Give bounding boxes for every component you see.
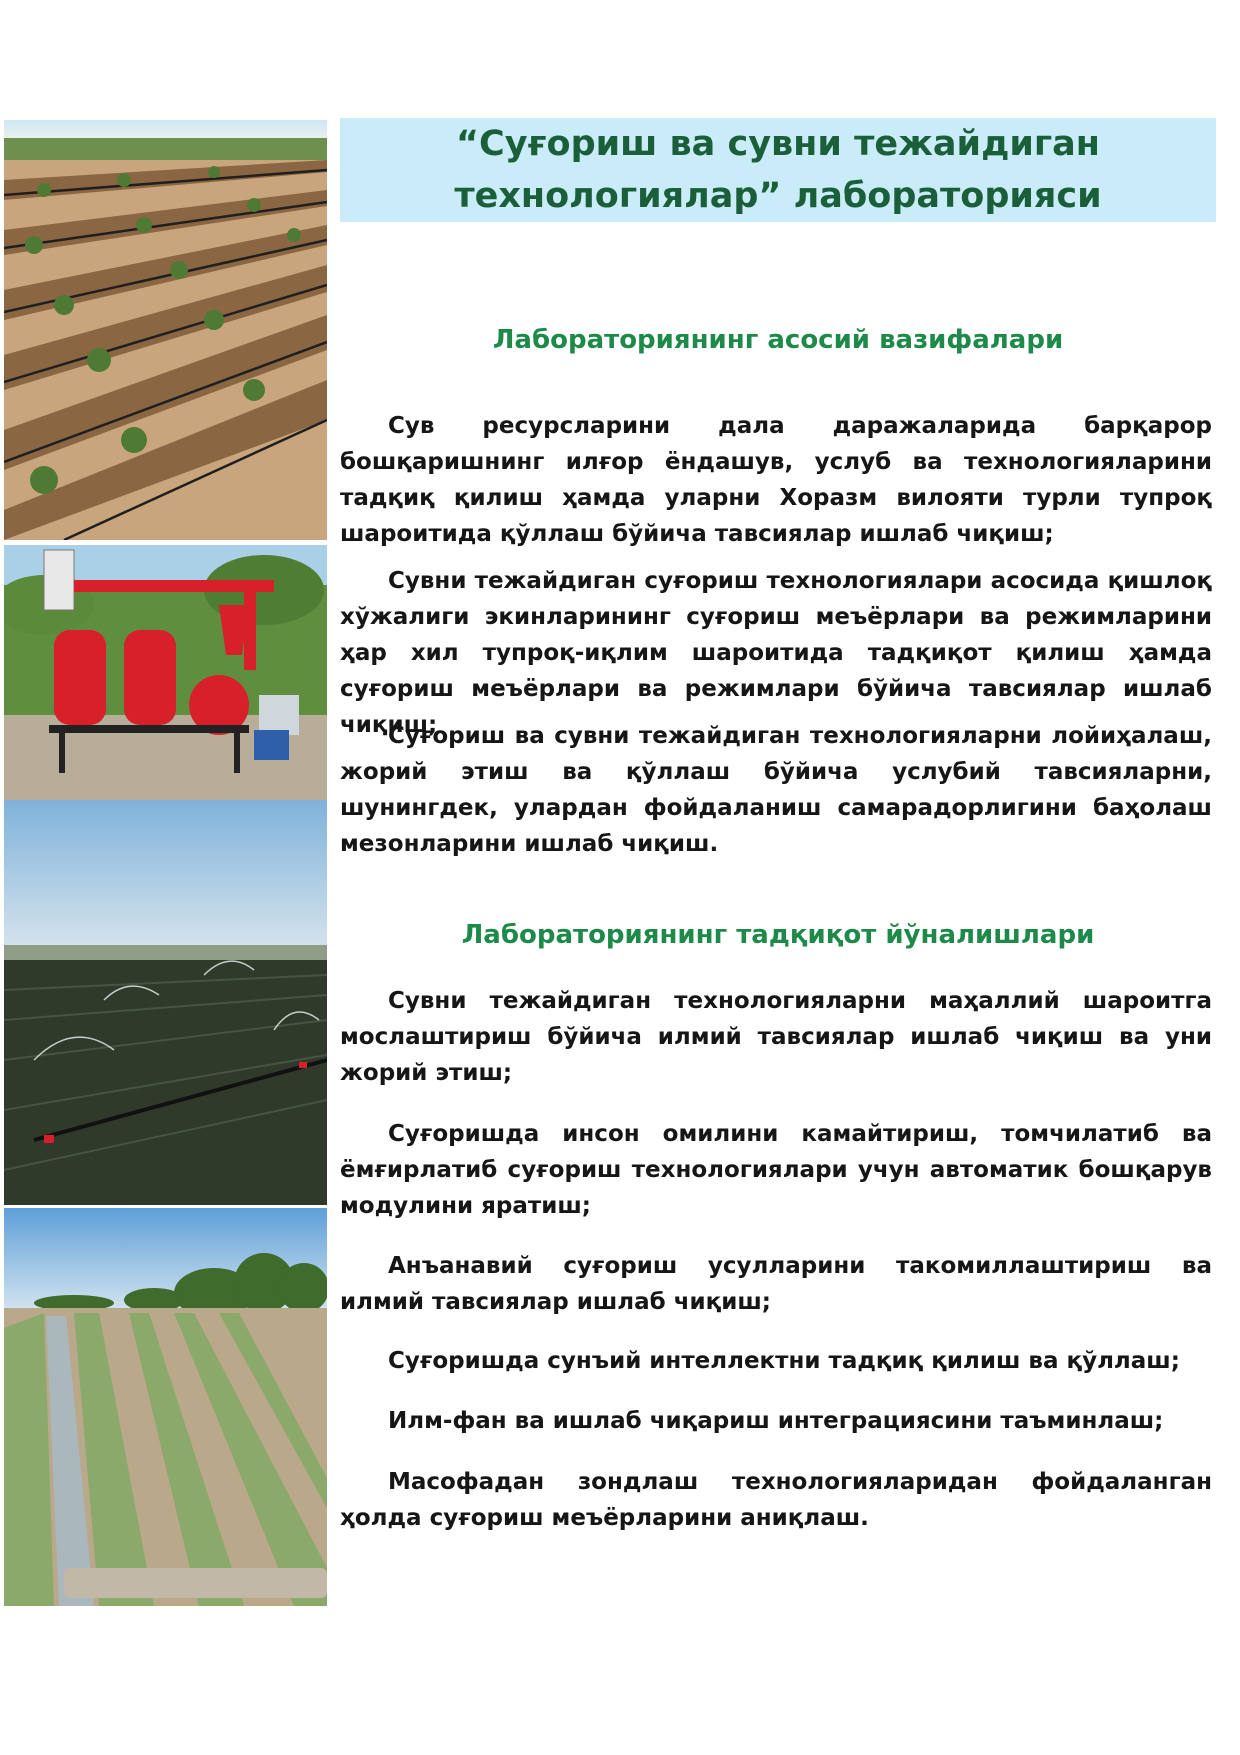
- filter-station-photo: [4, 545, 327, 800]
- research-paragraph-6: Масофадан зондлаш технологияларидан фойдаланган ҳолда суғориш меъёрларини аниқлаш.: [340, 1469, 1212, 1531]
- research-paragraph-2: Суғоришда инсон омилини камайтириш, томчилатиб ва ёмғирлатиб суғориш технологиялари учун автоматик бошқарув модулини яратиш;: [340, 1121, 1212, 1219]
- drip-irrigation-field-photo: [4, 120, 327, 540]
- research-paragraph-1: Сувни тежайдиган технологияларни маҳаллий шароитга мослаштириш бўйича илмий тавсиялар ишлаб чиқиш ва уни жорий этиш;: [340, 988, 1212, 1086]
- research-paragraph-3: Анъанавий суғориш усулларини такомиллаштириш ва илмий тавсиялар ишлаб чиқиш;: [340, 1253, 1212, 1315]
- task-paragraph-2: Сувни тежайдиган суғориш технологиялари асосида қишлоқ хўжалиги экинларининг суғориш меъёрлари ва режимларини ҳар хил тупроқ-иқлим шароитида тадқиқот қилиш ҳамда суғориш меъёрлари ва режимлари бўйича тавсиялар ишлаб чиқиш;: [340, 568, 1212, 738]
- research-paragraph-4: Суғоришда сунъий интеллектни тадқиқ қилиш ва қўллаш;: [388, 1348, 1180, 1374]
- page-title-line-1: “Суғориш ва сувни тежайдиган: [456, 124, 1100, 164]
- task-paragraph-1: Сув ресурсларини дала даражаларида барқарор бошқаришнинг илғор ёндашув, услуб ва технологияларини тадқиқ қилиш ҳамда уларни Хоразм вилояти турли тупроқ шароитида қўллаш бўйича тавсиялар ишлаб чиқиш;: [340, 413, 1212, 547]
- section-heading-research-directions: Лабораториянинг тадқиқот йўналишлари: [461, 920, 1095, 950]
- title-banner: [340, 118, 1216, 222]
- furrow-irrigation-photo: [4, 1208, 327, 1606]
- page-title-line-2: технологиялар” лабораторияси: [454, 176, 1102, 216]
- task-paragraph-3: Суғориш ва сувни тежайдиган технологияларни лойиҳалаш, жорий этиш ва қўллаш бўйича услубий тавсияларни, шунингдек, улардан фойдаланиш самарадорлигини баҳолаш мезонларини ишлаб чиқиш.: [340, 723, 1212, 857]
- section-heading-main-tasks: Лабораториянинг асосий вазифалари: [492, 325, 1064, 355]
- sprinkler-irrigation-photo: [4, 800, 327, 1205]
- research-paragraph-5: Илм-фан ва ишлаб чиқариш интеграциясини таъминлаш;: [388, 1408, 1164, 1434]
